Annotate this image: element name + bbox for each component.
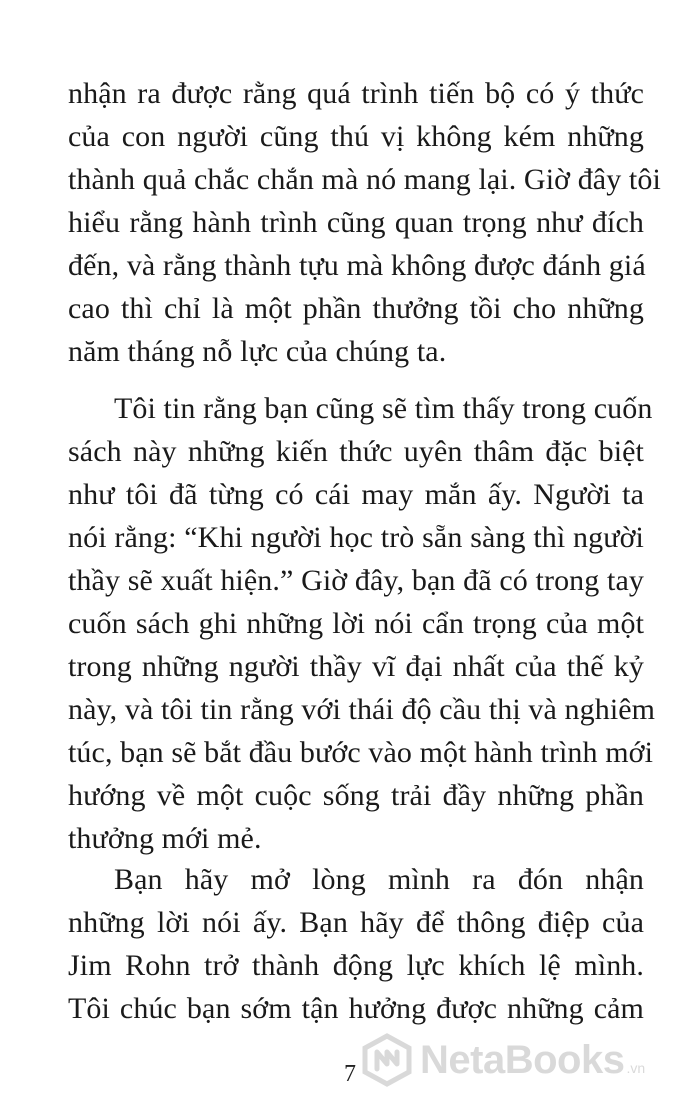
page-number: 7 [344,1061,356,1087]
watermark-tld: .vn [626,1060,646,1076]
paragraph-line: hiểu rằng hành trình cũng quan trọng như đích [68,206,644,239]
paragraph-line: Jim Rohn trở thành động lực khích lệ mình. [68,949,644,982]
paragraph-line: nói rằng: “Khi người học trò sẵn sàng thì người [68,521,644,554]
paragraph-line: Bạn hãy mở lòng mình ra đón nhận [114,863,644,896]
paragraph-line: thưởng mới mẻ. [68,822,262,855]
paragraph-line: trong những người thầy vĩ đại nhất của thế kỷ [68,650,644,683]
paragraph-line: năm tháng nỗ lực của chúng ta. [68,335,447,368]
paragraph-line: Tôi tin rằng bạn cũng sẽ tìm thấy trong cuốn [114,392,653,425]
paragraph-line: thầy sẽ xuất hiện.” Giờ đây, bạn đã có trong tay [68,564,644,597]
paragraph-1 [68,72,661,373]
paragraph-line: túc, bạn sẽ bắt đầu bước vào một hành trình mới [68,736,654,769]
paragraph-line: hướng về một cuộc sống trải đầy những phần [68,779,644,812]
paragraph-line: nhận ra được rằng quá trình tiến bộ có ý thức [68,77,644,110]
paragraph-line: đến, và rằng thành tựu mà không được đánh giá [68,249,646,282]
paragraph-line: của con người cũng thú vị không kém những [68,120,644,153]
paragraph-3 [68,858,644,1030]
watermark-brand: NetaBooks [420,1037,625,1082]
paragraph-line: thành quả chắc chắn mà nó mang lại. Giờ đây tôi [68,163,661,196]
paragraph-line: như tôi đã từng có cái may mắn ấy. Người ta [68,478,644,511]
paragraph-line: Tôi chúc bạn sớm tận hưởng được những cảm [68,992,644,1025]
paragraph-line: sách này những kiến thức uyên thâm đặc biệt [68,435,644,468]
paragraph-line: cao thì chỉ là một phần thưởng tồi cho những [68,292,644,325]
paragraph-line: này, và tôi tin rằng với thái độ cầu thị và nghiêm [68,693,656,726]
paragraph-2 [68,387,656,860]
paragraph-line: cuốn sách ghi những lời nói cẩn trọng của một [68,607,644,640]
paragraph-line: những lời nói ấy. Bạn hãy để thông điệp của [68,906,644,939]
